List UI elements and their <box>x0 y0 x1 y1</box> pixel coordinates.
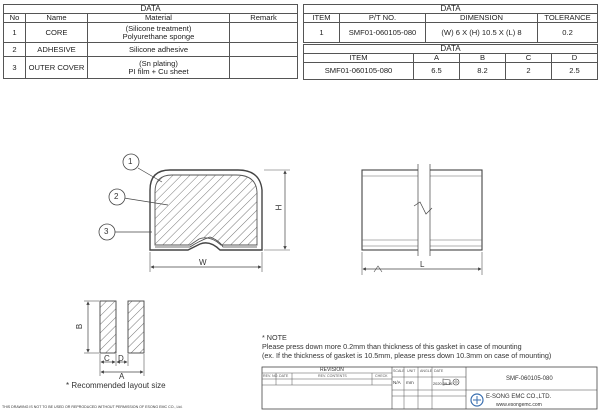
header-item: ITEM <box>304 14 340 23</box>
row-name: CORE <box>26 23 88 43</box>
layout-a-label: A <box>119 372 125 381</box>
row-no: 3 <box>4 57 26 79</box>
header-d: D <box>552 54 598 63</box>
header-remark: Remark <box>230 14 298 23</box>
projection-symbol <box>453 379 459 385</box>
company-website: www.esongemc.com <box>496 402 542 408</box>
header-b: B <box>460 54 506 63</box>
layout-caption: * Recommended layout size <box>66 381 166 390</box>
material-line: Polyurethane sponge <box>122 31 195 41</box>
cell-pt-no: SMF01-060105-080 <box>340 23 426 43</box>
pad-right <box>128 301 144 353</box>
pad-left <box>100 301 116 353</box>
core-hatch <box>155 175 257 245</box>
rev-no-header: REV. NO. <box>263 374 279 378</box>
cell-item: SMF01-060105-080 <box>304 63 414 80</box>
note-line-1: Please press down more 0.2mm than thickness of this gasket in case of mounting <box>262 342 522 351</box>
rev-date-header: DATE <box>279 374 289 378</box>
balloon-label-3: 3 <box>104 227 109 236</box>
dimension-caption: DATA <box>304 5 598 14</box>
balloon-label-1: 1 <box>128 157 133 166</box>
rev-contents-header: REV. CONTENTS <box>318 374 347 378</box>
mounting-note <box>262 333 596 360</box>
cell-item: 1 <box>304 23 340 43</box>
drawing-number: SMF-060105-080 <box>506 376 553 382</box>
date-value: 2020.09.16 <box>433 381 453 386</box>
row-material: Silicone adhesive <box>88 43 230 57</box>
layout-d-label: D <box>118 354 124 363</box>
note-line-2: (ex. If the thickness of gasket is 10.5mm, please press down 10.3mm on case of mounting) <box>262 351 552 360</box>
materials-caption: DATA <box>4 5 298 14</box>
cell-d: 2.5 <box>552 63 598 80</box>
header-name: Name <box>26 14 88 23</box>
title-block-frame <box>262 367 597 409</box>
material-line: PI film + Cu sheet <box>128 66 189 76</box>
cell-dimension: (W) 6 X (H) 10.5 X (L) 8 <box>426 23 538 43</box>
header-a: A <box>414 54 460 63</box>
note-title: * NOTE <box>262 333 287 342</box>
angle-header: ANGLE <box>420 369 433 373</box>
material-line: (Sn plating) <box>139 58 178 68</box>
header-c: C <box>506 54 552 63</box>
unit-header: UNIT <box>407 369 416 373</box>
cell-tolerance: 0.2 <box>538 23 598 43</box>
header-no: No <box>4 14 26 23</box>
revision-header: REVISION <box>320 367 344 373</box>
recommended-layout-view <box>84 301 144 376</box>
cross-section-view <box>99 154 290 272</box>
scale-header: SCALE <box>393 369 405 373</box>
material-line: (Silicone treatment) <box>125 23 192 33</box>
side-view <box>362 164 482 275</box>
date-header: DATE <box>434 369 444 373</box>
row-name: ADHESIVE <box>26 43 88 57</box>
row-no: 1 <box>4 23 26 43</box>
layout-c-label: C <box>104 354 110 363</box>
row-name: OUTER COVER <box>26 57 88 79</box>
header-material: Material <box>88 14 230 23</box>
cell-a: 6.5 <box>414 63 460 80</box>
layout-b-label: B <box>75 323 85 330</box>
rev-check-header: CHECK <box>375 374 388 378</box>
scale-value: N/A <box>393 380 401 385</box>
row-no: 2 <box>4 43 26 57</box>
company-name: E-SONG EMC CO.,LTD. <box>486 394 552 400</box>
dimension-l-label: L <box>420 260 425 269</box>
dimension-w-label: W <box>199 258 207 267</box>
header-item: ITEM <box>304 54 414 63</box>
header-dimension: DIMENSION <box>426 14 538 23</box>
balloon-label-2: 2 <box>114 192 119 201</box>
dimension-h-label: H <box>274 204 284 211</box>
copyright-disclaimer: THIS DRAWING IS NOT TO BE USED OR REPRODUCED WITHOUT PERMISSION OF ESONG EMC CO., Ltd. <box>2 405 183 409</box>
header-pt-no: P/T NO. <box>340 14 426 23</box>
layout-caption-cell: DATA <box>304 45 598 54</box>
header-tolerance: TOLERANCE <box>538 14 598 23</box>
unit-value: mm <box>406 380 414 385</box>
cell-b: 8.2 <box>460 63 506 80</box>
cell-c: 2 <box>506 63 552 80</box>
